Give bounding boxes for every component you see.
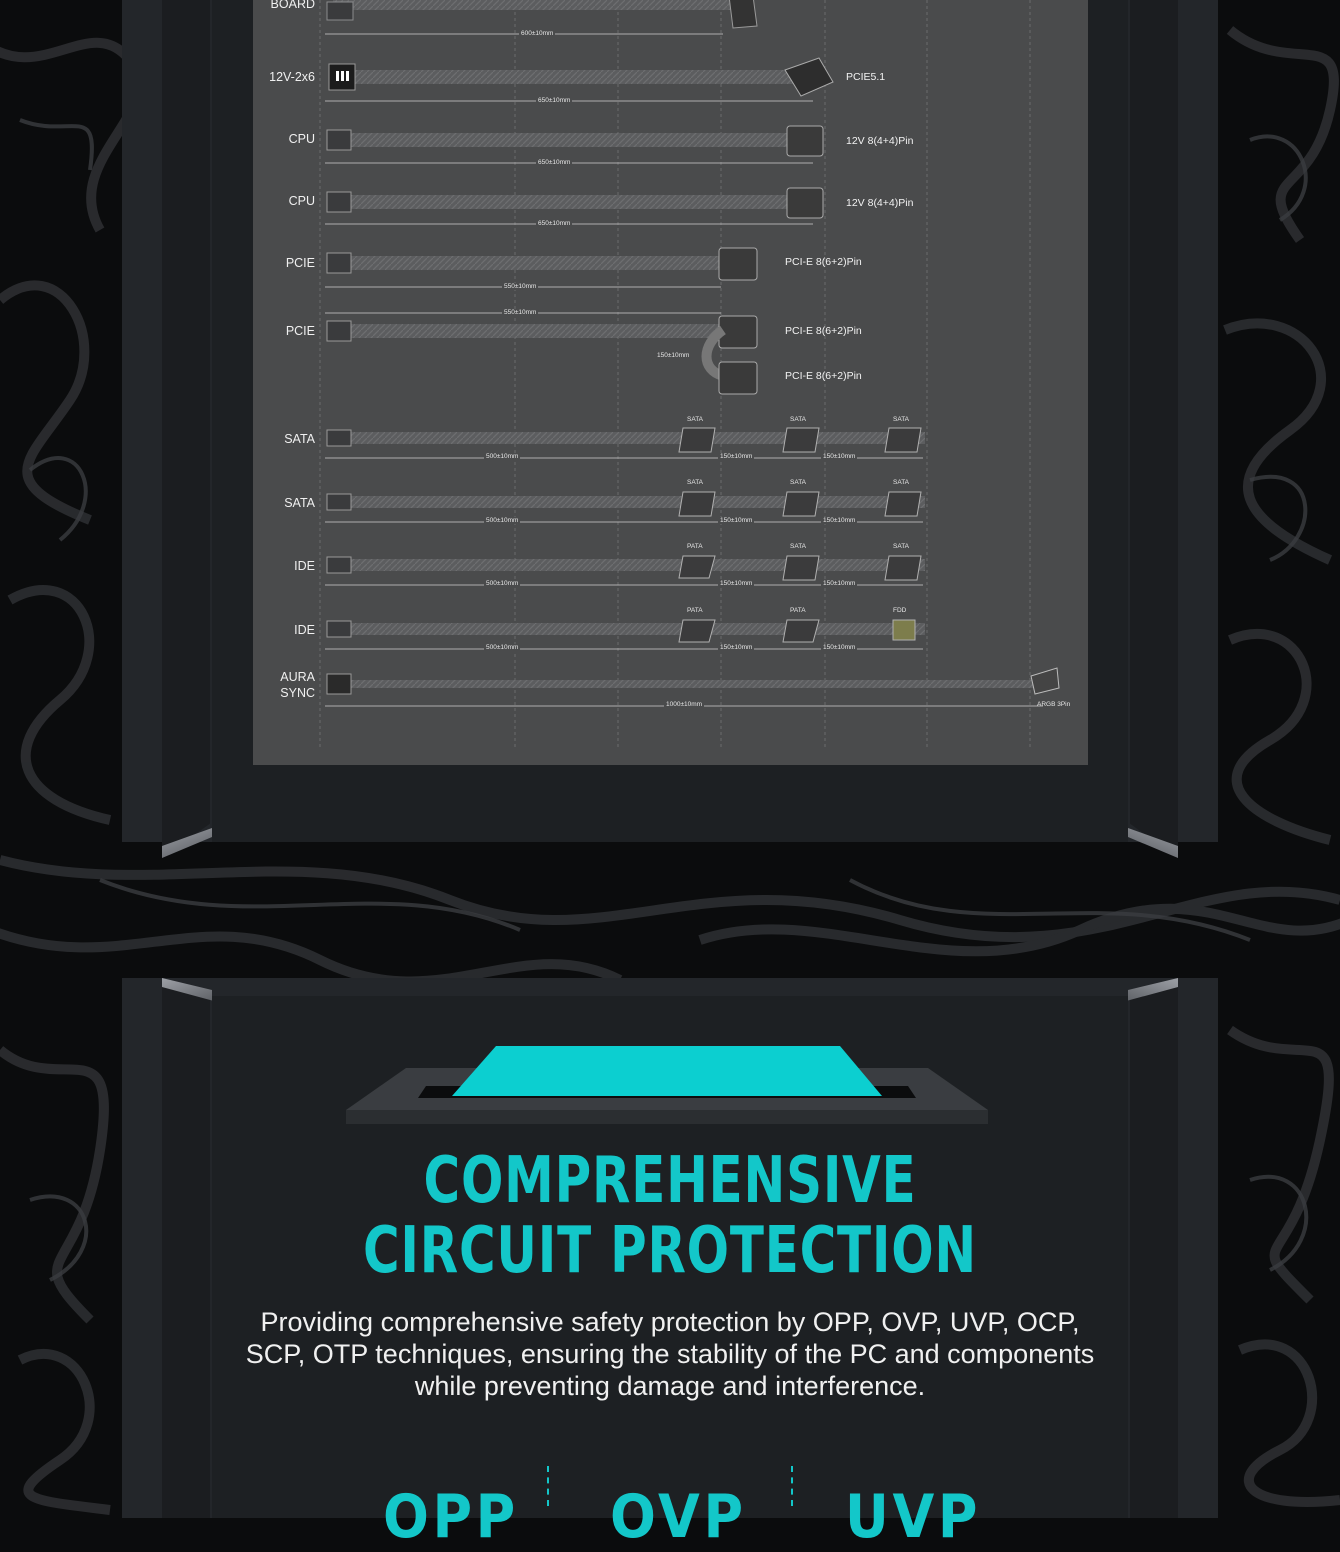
dim-sata1-c: 150±10mm bbox=[823, 453, 856, 460]
connector-pcie-2b: PCI-E 8(6+2)Pin bbox=[785, 370, 862, 382]
dim-ide2-a: 500±10mm bbox=[486, 644, 519, 651]
connector-pcie-2a: PCI-E 8(6+2)Pin bbox=[785, 325, 862, 337]
cable-name-aura-sync: AURA SYNC bbox=[280, 670, 315, 700]
plug-ide2-1: PATA bbox=[687, 607, 703, 614]
frame-wing-left bbox=[162, 0, 210, 858]
dim-cpu-1: 650±10mm bbox=[538, 159, 571, 166]
connector-cpu-2: 12V 8(4+4)Pin bbox=[846, 197, 914, 209]
plug-ide2-3: FDD bbox=[893, 607, 907, 614]
plug-ide1-2: SATA bbox=[790, 543, 807, 550]
frame-wing-left bbox=[162, 978, 210, 1518]
cable-name-pcie-1: PCIE bbox=[285, 256, 315, 270]
plug-sata2-1: SATA bbox=[687, 479, 704, 486]
protection-description: Providing comprehensive safety protection by OPP, OVP, UVP, OCP, SCP, OTP techniques, ensuring the stability of the PC and components while preventing damage and interference. bbox=[245, 1307, 1095, 1401]
cable-drawing bbox=[253, 0, 1088, 765]
dim-sata2-a: 500±10mm bbox=[486, 517, 519, 524]
dim-sata2-b: 150±10mm bbox=[720, 517, 753, 524]
plug-ide2-2: PATA bbox=[790, 607, 806, 614]
plug-sata2-3: SATA bbox=[893, 479, 910, 486]
dim-ide1-b: 150±10mm bbox=[720, 580, 753, 587]
cable-name-cpu-2: CPU bbox=[288, 194, 315, 208]
feature-ovp: OVP bbox=[610, 1482, 747, 1552]
dim-cpu-2: 650±10mm bbox=[538, 220, 571, 227]
cable-name-12v2x6: 12V-2x6 bbox=[269, 70, 315, 84]
dim-pcie-2: 550±10mm bbox=[504, 309, 537, 316]
dim-12v2x6: 650±10mm bbox=[538, 97, 571, 104]
dim-pcie-1: 550±10mm bbox=[504, 283, 537, 290]
cable-name-sata-2: SATA bbox=[284, 496, 315, 510]
cable-name-sata-1: SATA bbox=[284, 432, 315, 446]
dim-ide2-c: 150±10mm bbox=[823, 644, 856, 651]
cable-name-cpu-1: CPU bbox=[288, 132, 315, 146]
dim-board: 600±10mm bbox=[521, 30, 554, 37]
plug-sata1-1: SATA bbox=[687, 416, 704, 423]
dim-pcie-2-branch: 150±10mm bbox=[657, 352, 690, 359]
feature-divider bbox=[791, 1466, 793, 1506]
dim-ide2-b: 150±10mm bbox=[720, 644, 753, 651]
feature-uvp: UVP bbox=[845, 1482, 982, 1552]
frame-wing-right bbox=[1130, 978, 1178, 1518]
frame-wing-right bbox=[1130, 0, 1178, 858]
plug-sata2-2: SATA bbox=[790, 479, 807, 486]
connector-pcie-1: PCI-E 8(6+2)Pin bbox=[785, 256, 862, 268]
dim-ide1-a: 500±10mm bbox=[486, 580, 519, 587]
cable-name-ide-2: IDE bbox=[294, 623, 315, 637]
connector-cpu-1: 12V 8(4+4)Pin bbox=[846, 135, 914, 147]
dim-sata1-b: 150±10mm bbox=[720, 453, 753, 460]
protection-features bbox=[0, 1466, 1340, 1552]
plug-sata1-3: SATA bbox=[893, 416, 910, 423]
connector-pcie51: PCIE5.1 bbox=[846, 71, 886, 83]
cable-length-diagram bbox=[253, 0, 1088, 765]
plug-ide1-1: PATA bbox=[687, 543, 703, 550]
feature-opp: OPP bbox=[383, 1482, 519, 1552]
cable-name-pcie-2: PCIE bbox=[285, 324, 315, 338]
cable-name-ide-1: IDE bbox=[294, 559, 315, 573]
feature-divider bbox=[547, 1466, 549, 1506]
cable-name-board: BOARD bbox=[270, 0, 315, 11]
dim-sata1-a: 500±10mm bbox=[486, 453, 519, 460]
connector-argb: ARGB 3Pin bbox=[1037, 701, 1071, 708]
plug-sata1-2: SATA bbox=[790, 416, 807, 423]
protection-title: COMPREHENSIVE CIRCUIT PROTECTION bbox=[363, 1144, 977, 1288]
glowing-tray-graphic bbox=[346, 1046, 988, 1124]
dim-aura: 1000±10mm bbox=[666, 701, 703, 708]
dim-sata2-c: 150±10mm bbox=[823, 517, 856, 524]
dim-ide1-c: 150±10mm bbox=[823, 580, 856, 587]
plug-ide1-3: SATA bbox=[893, 543, 910, 550]
